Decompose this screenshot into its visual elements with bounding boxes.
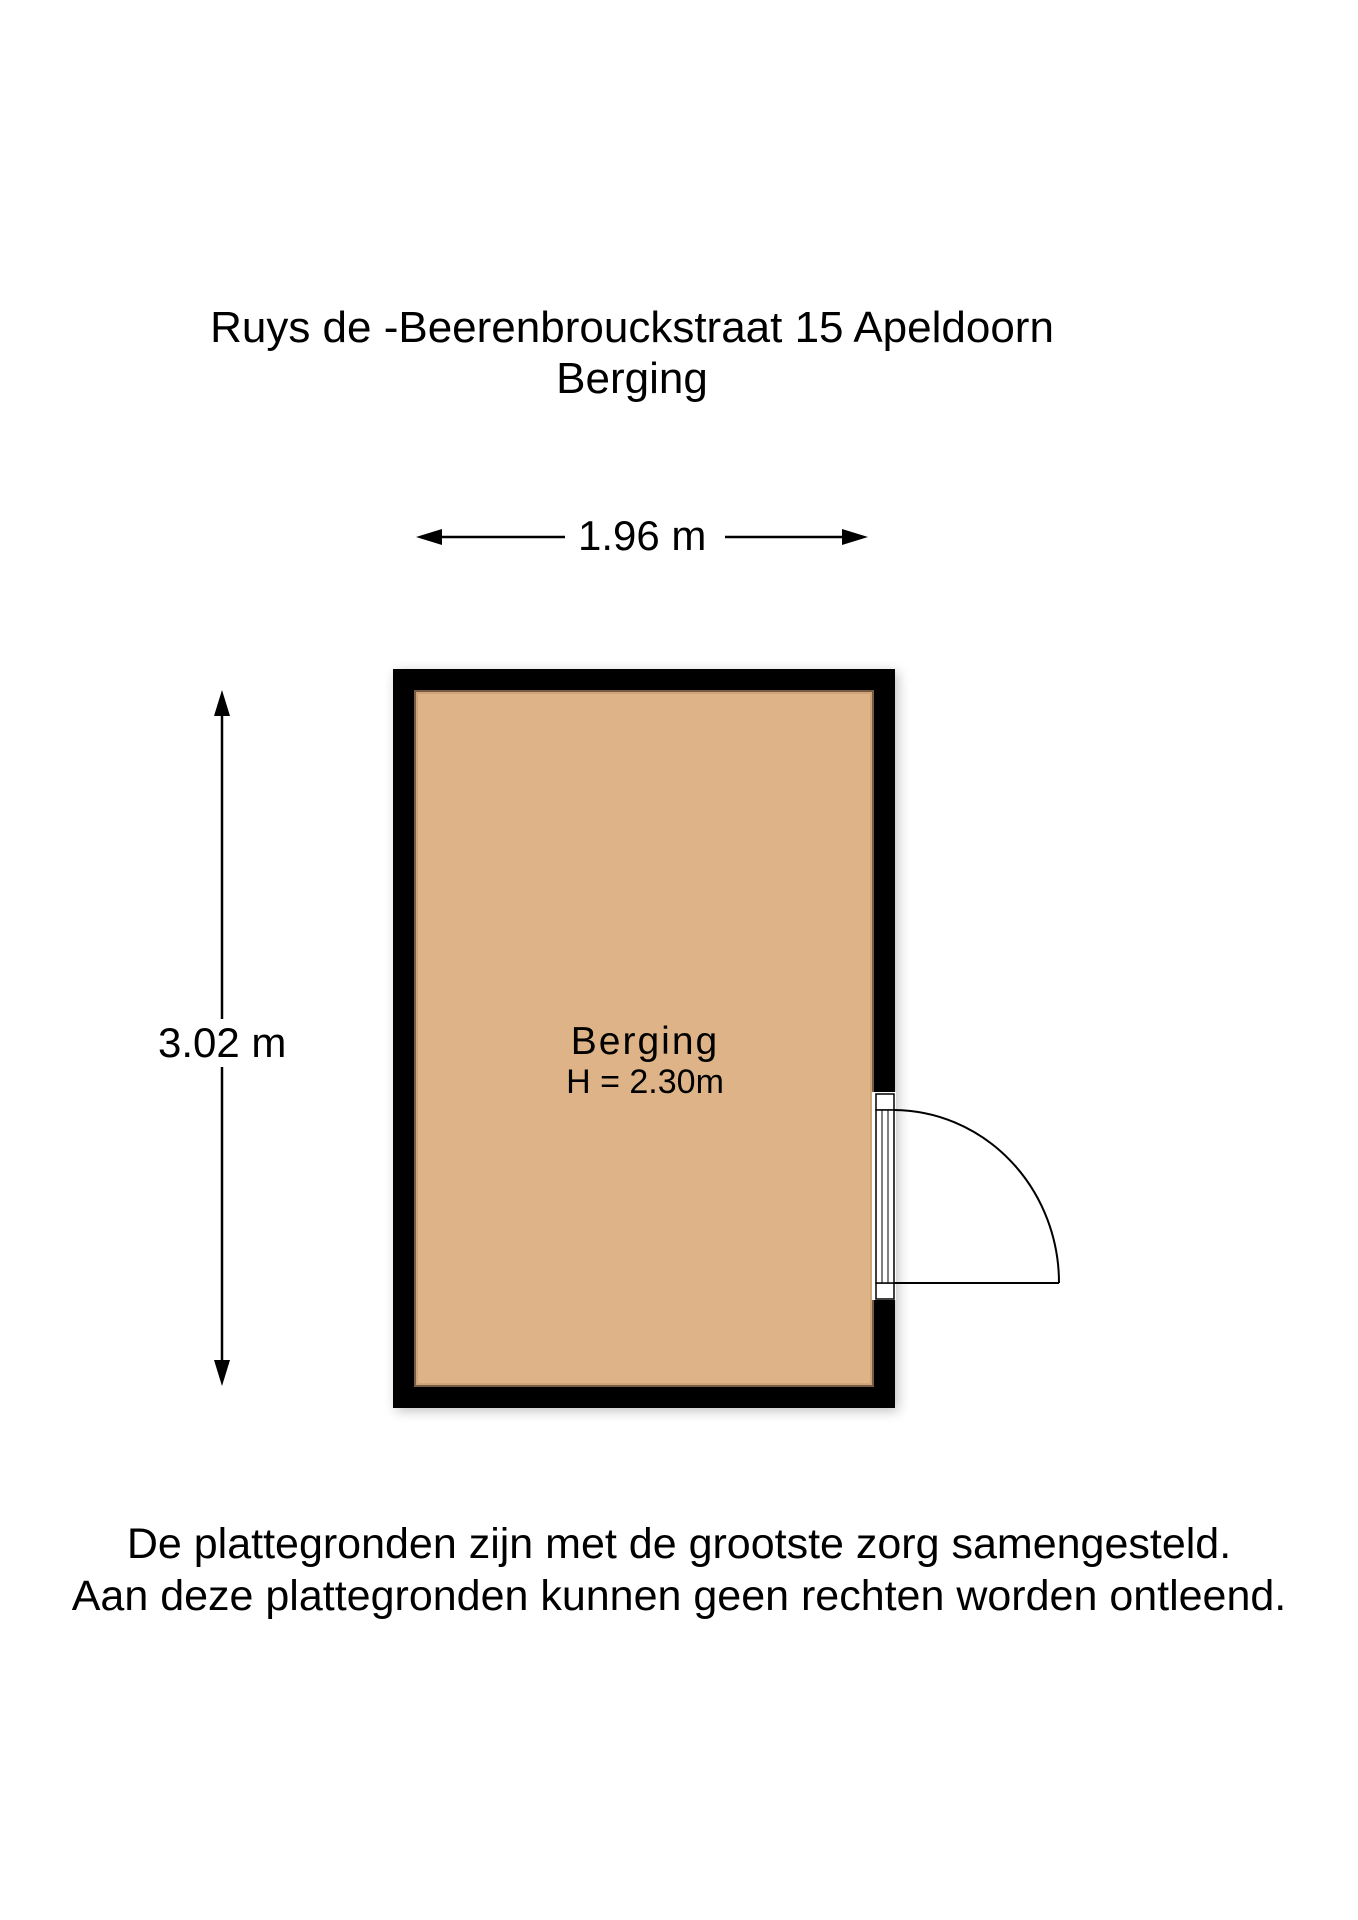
length-dimension-label: 3.02 m xyxy=(148,1019,296,1067)
door xyxy=(872,1092,1059,1300)
width-dimension-label: 1.96 m xyxy=(568,512,716,560)
arrow-right-icon xyxy=(842,529,868,545)
floorplan-title: Ruys de -Beerenbrouckstraat 15 Apeldoorn xyxy=(210,303,1054,352)
floorplan-subtitle: Berging xyxy=(556,354,708,403)
arrow-down-icon xyxy=(214,1360,230,1386)
arrow-left-icon xyxy=(416,529,442,545)
disclaimer-line-1: De plattegronden zijn met de grootste zorg samengesteld. xyxy=(126,1520,1232,1568)
room-name-label: Berging xyxy=(570,1020,720,1063)
arrow-up-icon xyxy=(214,690,230,716)
door-swing-arc xyxy=(894,1110,1059,1283)
disclaimer-line-2: Aan deze plattegronden kunnen geen rechten worden ontleend. xyxy=(71,1572,1287,1620)
room-height-label: H = 2.30m xyxy=(566,1063,724,1101)
